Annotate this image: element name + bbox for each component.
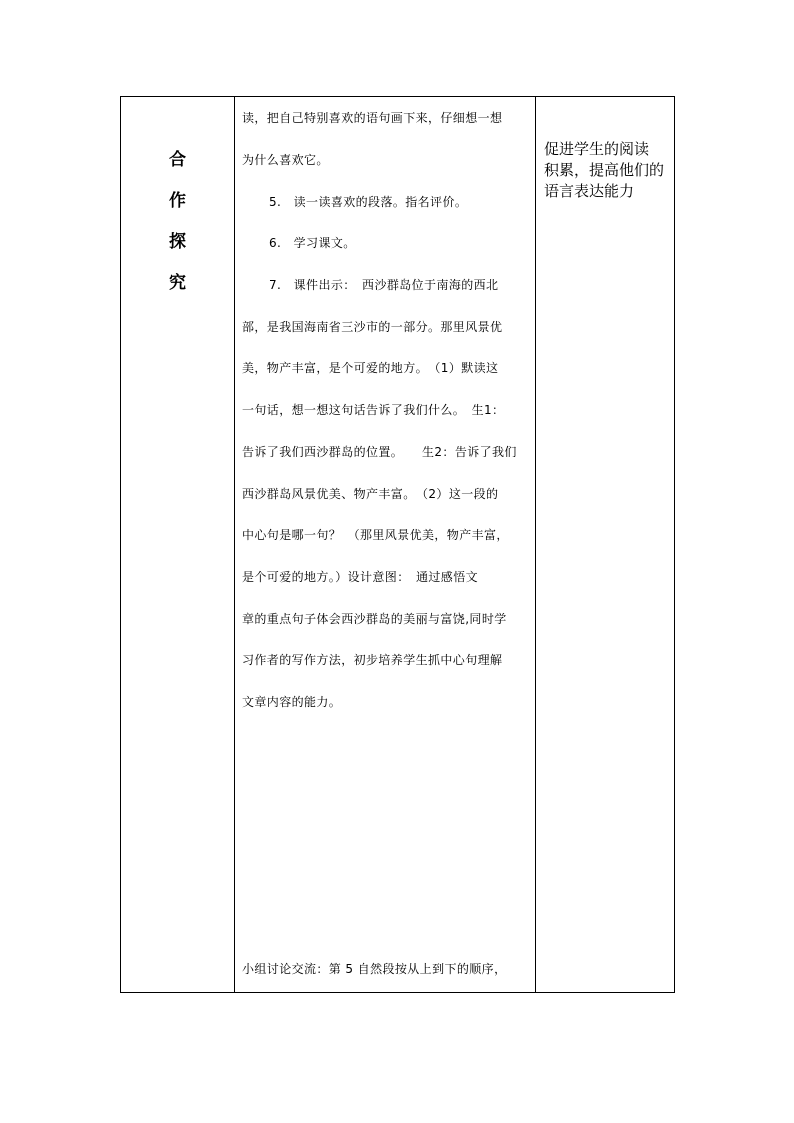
process-line: 为什么喜欢它。 [242,153,329,167]
process-line: 6. 学习课文。 [269,236,356,250]
phase-cell [121,97,235,993]
phase-char: 探 [169,232,186,252]
phase-char: 合 [169,150,186,170]
process-line: 西沙群岛风景优美、物产丰富。 （2）这一段的 [242,487,499,501]
phase-char: 究 [169,273,186,293]
process-line: 文章内容的能力。 [242,695,342,709]
process-line: 中心句是哪一句？ （那里风景优美，物产丰富， [242,528,509,542]
process-line: 美，物产丰富，是个可爱的地方。 （1）默读这 [242,361,499,375]
phase-title [121,149,234,313]
phase-char: 作 [169,191,186,211]
purpose-line: 积累，提高他们的 [544,161,665,179]
process-line: 告诉了我们西沙群岛的位置。 生2：告诉了我们 [242,445,517,459]
purpose-line: 语言表达能力 [544,182,635,200]
process-line: 小组讨论交流：第 5 自然段按从上到下的顺序， [242,962,507,976]
process-line: 是个可爱的地方。）设计意图： 通过感悟文 [242,570,479,584]
process-line: 一句话，想一想这句话告诉了我们什么。 生1： [242,403,505,417]
lesson-plan-table [120,96,675,993]
process-line: 部，是我国海南省三沙市的一部分。那里风景优 [242,320,503,334]
purpose-text [536,97,674,202]
purpose-line: 促进学生的阅读 [544,140,650,158]
process-line: 7. 课件出示： 西沙群岛位于南海的西北 [269,278,499,292]
process-line: 习作者的写作方法，初步培养学生抓中心句理解 [242,653,503,667]
process-line: 读，把自己特别喜欢的语句画下来，仔细想一想 [242,111,503,125]
process-cell [235,97,536,993]
table-row [121,97,675,993]
process-line: 章的重点句子体会西沙群岛的美丽与富饶,同时学 [242,612,507,626]
purpose-cell [536,97,675,993]
process-line: 5. 读一读喜欢的段落。指名评价。 [269,195,468,209]
